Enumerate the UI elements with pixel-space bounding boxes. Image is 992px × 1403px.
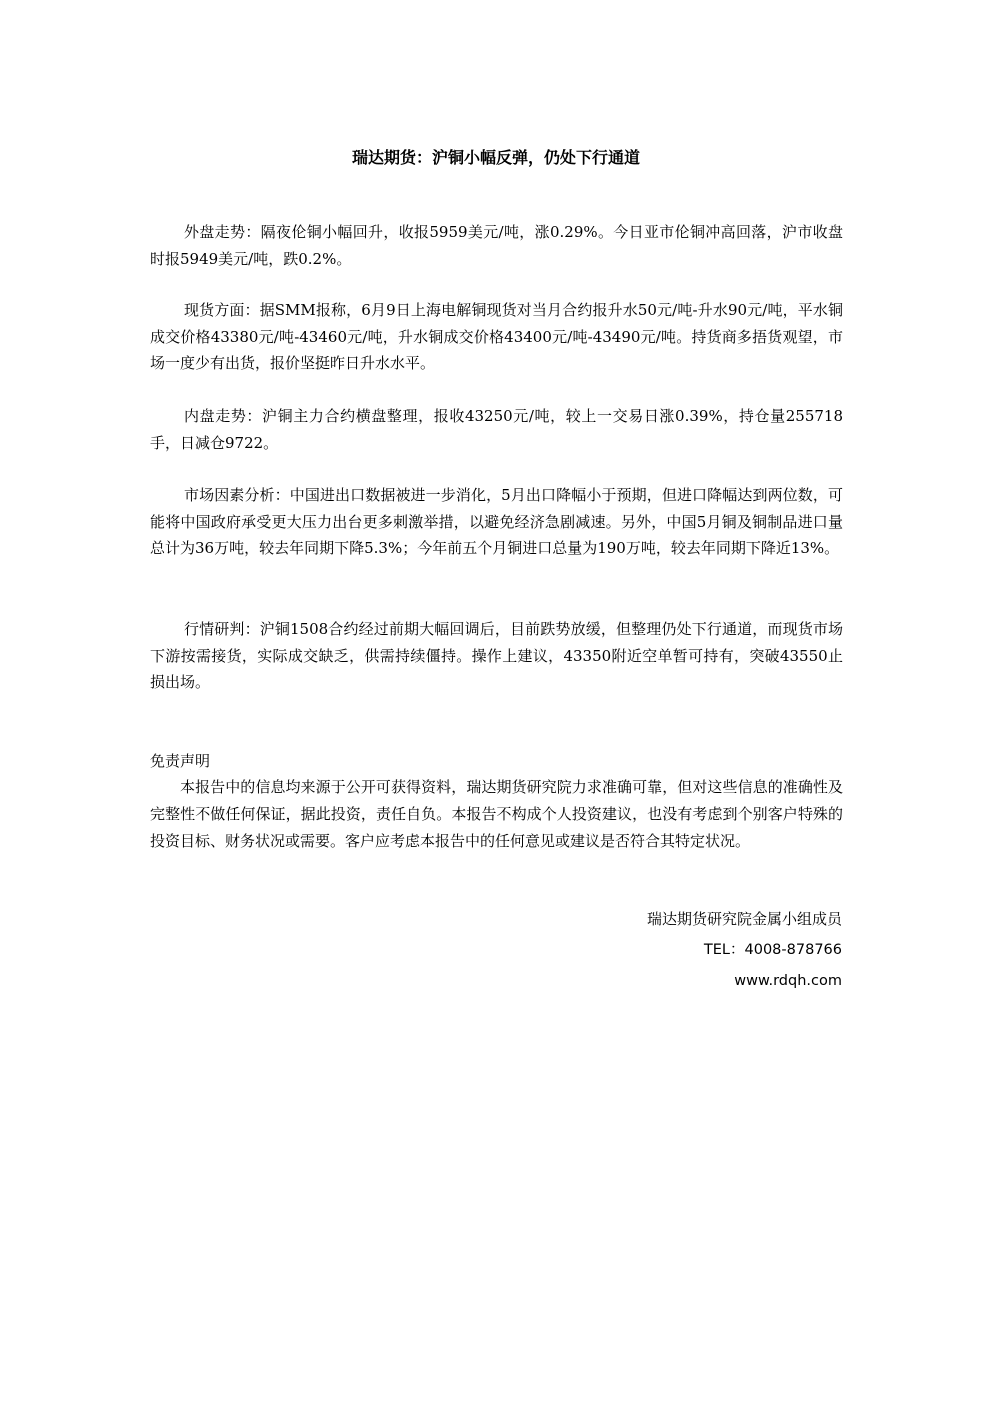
report-title: 瑞达期货：沪铜小幅反弹，仍处下行通道: [351, 148, 640, 167]
disclaimer-heading: 免责声明: [150, 752, 211, 770]
signature-website: www.rdqh.com: [734, 973, 842, 989]
signature-tel: TEL：4008-878766: [703, 942, 842, 958]
paragraph-domestic-market: 内盘走势：沪铜主力合约横盘整理，报收43250元/吨，较上一交易日涨0.39%，持仓量255718手，日减仓9722。: [150, 407, 843, 452]
paragraph-spot-market: 现货方面：据SMM报称，6月9日上海电解铜现货对当月合约报升水50元/吨-升水90元/吨，平水铜成交价格43380元/吨-43460元/吨，升水铜成交价格43400元/吨-43490元/吨。持货商多捂货观望，市场一度少有出货，报价坚挺昨日升水水平。: [150, 301, 843, 372]
paragraph-market-factors: 市场因素分析：中国进出口数据被进一步消化，5月出口降幅小于预期，但进口降幅达到两位数，可能将中国政府承受更大压力出台更多刺激举措，以避免经济急剧减速。另外，中国5月铜及铜制品进口量总计为36万吨，较去年同期下降5.3%；今年前五个月铜进口总量为190万吨，较去年同期下降近13%。: [150, 486, 843, 557]
disclaimer-body: 本报告中的信息均来源于公开可获得资料，瑞达期货研究院力求准确可靠，但对这些信息的准确性及完整性不做任何保证，据此投资，责任自负。本报告不构成个人投资建议，也没有考虑到个别客户特殊的投资目标、财务状况或需要。客户应考虑本报告中的任何意见或建议是否符合其特定状况。: [150, 778, 843, 850]
signature-author: 瑞达期货研究院金属小组成员: [646, 910, 842, 928]
signature-block: [647, 904, 842, 997]
paragraph-external-market: 外盘走势：隔夜伦铜小幅回升，收报5959美元/吨，涨0.29%。今日亚市伦铜冲高回落，沪市收盘时报5949美元/吨，跌0.2%。: [150, 223, 843, 268]
paragraph-market-outlook: 行情研判：沪铜1508合约经过前期大幅回调后，目前跌势放缓，但整理仍处下行通道，而现货市场下游按需接货，实际成交缺乏，供需持续僵持。操作上建议，43350附近空单暂可持有，突破43550止损出场。: [150, 620, 843, 691]
